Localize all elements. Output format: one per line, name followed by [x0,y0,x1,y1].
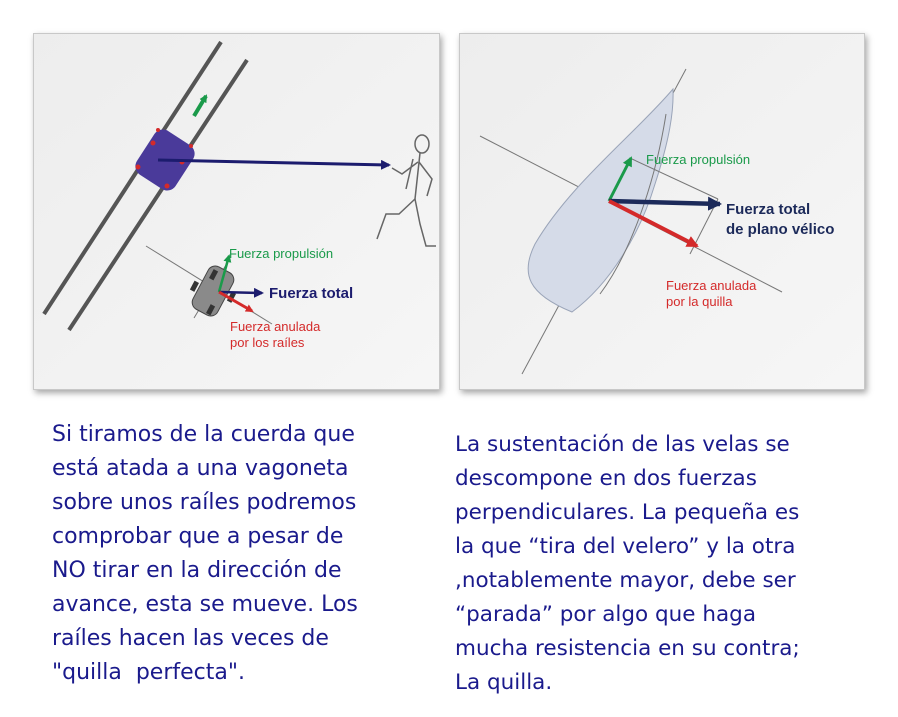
caption-line: Si tiramos de la cuerda que [52,422,355,447]
caption-line: perpendiculares. La pequeña es [455,500,800,525]
caption-line: la que “tira del velero” y la otra [455,534,796,559]
propulsion-label: Fuerza propulsión [646,152,751,167]
right-caption [455,428,865,700]
caption-line: raíles hacen las veces de [52,626,329,651]
caption-line: La sustentación de las velas se [455,432,790,457]
cancelled-label-line1: Fuerza anulada [230,319,321,334]
caption-line: comprobar que a pesar de [52,524,344,549]
caption-line: “parada” por algo que haga [455,602,756,627]
sail-forces-diagram [459,33,865,390]
total-label: Fuerza total [269,285,354,302]
cancelled-label-line1: Fuerza anulada [666,278,757,293]
caption-line: descompone en dos fuerzas [455,466,757,491]
caption-line: ,notablemente mayor, debe ser [455,568,796,593]
caption-line: NO tirar en la dirección de [52,558,342,583]
wagon-rails-diagram [33,33,440,390]
left-caption [52,418,412,690]
caption-line: mucha resistencia en su contra; [455,636,800,661]
caption-line: sobre unos raíles podremos [52,490,357,515]
caption-line: "quilla perfecta". [52,660,245,685]
wagon-rails-svg [34,34,439,389]
caption-line: está atada a una vagoneta [52,456,349,481]
inset-total-arrow [219,292,262,293]
propulsion-label: Fuerza propulsión [229,246,334,261]
sail-forces-svg [460,34,864,389]
total-force-arrow [609,201,720,204]
caption-line: avance, esta se mueve. Los [52,592,358,617]
total-label-line2: de plano vélico [726,221,835,238]
caption-line: La quilla. [455,670,553,695]
cancelled-label-line2: por la quilla [666,294,733,309]
total-label-line1: Fuerza total [726,201,811,218]
cancelled-label-line2: por los raíles [230,335,305,350]
